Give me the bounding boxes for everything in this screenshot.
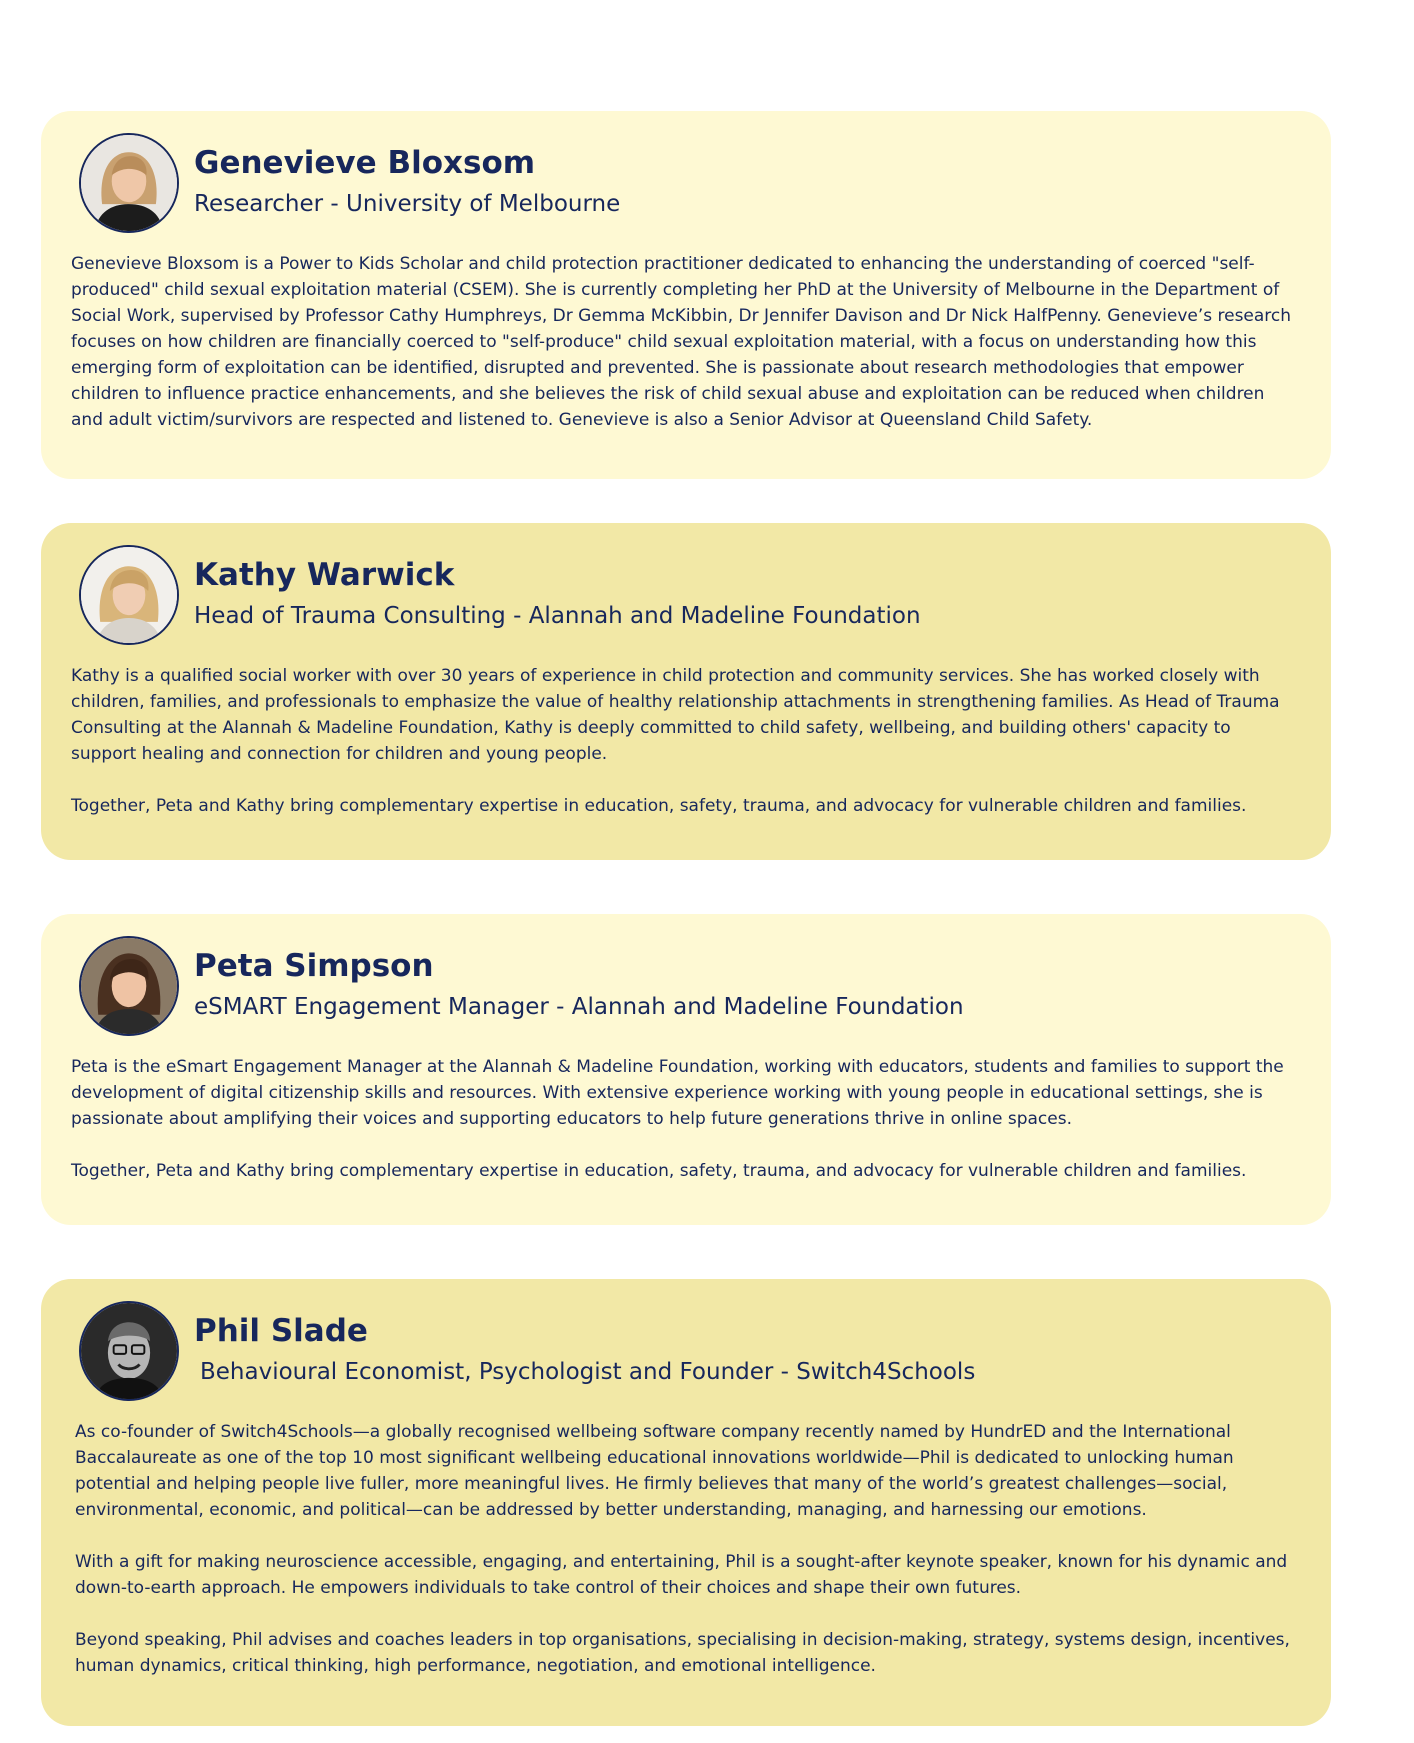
bio-paragraph: Together, Peta and Kathy bring complementary expertise in education, safety, trauma, and advocacy for vulnerable children and families. — [71, 1161, 1247, 1181]
profile-name: Genevieve Bloxsom — [194, 145, 536, 181]
profile-card-phil-slade — [41, 1279, 1331, 1726]
profile-name: Phil Slade — [194, 1313, 368, 1349]
profile-role: eSMART Engagement Manager - Alannah and Madeline Foundation — [194, 994, 964, 1020]
bio-paragraph: Genevieve Bloxsom is a Power to Kids Scholar and child protection practitioner dedicated to enhancing the understanding of coerced "self-produced" child sexual exploitation material (CSEM). She is currently completing her PhD at the University of Melbourne in the Department of Social Work, supervised by Professor Cathy Humphreys, Dr Gemma McKibbin, Dr Jennifer Davison and Dr Nick HalfPenny. Genevieve’s research focuses on how children are financially coerced to "self-produce" child sexual exploitation material, with a focus on understanding how this emerging form of exploitation can be identified, disrupted and prevented. She is passionate about research methodologies that empower children to influence practice enhancements, and she believes the risk of child sexual abuse and exploitation can be reduced when children and adult victim/survivors are respected and listened to. Genevieve is also a Senior Advisor at Queensland Child Safety. — [71, 254, 1292, 430]
person-photo-icon — [81, 938, 177, 1034]
person-photo-icon — [81, 135, 177, 231]
profile-bio — [71, 1054, 1296, 1184]
bio-paragraph: Together, Peta and Kathy bring complementary expertise in education, safety, trauma, and advocacy for vulnerable children and families. — [71, 796, 1247, 816]
profile-role: Behavioural Economist, Psychologist and Founder - Switch4Schools — [200, 1359, 976, 1385]
bio-paragraph: With a gift for making neuroscience accessible, engaging, and entertaining, Phil is a sought-after keynote speaker, known for his dynamic and down-to-earth approach. He empowers individuals to take control of their choices and shape their own futures. — [75, 1552, 1288, 1598]
bio-paragraph: As co-founder of Switch4Schools—a globally recognised wellbeing software company recently named by HundrED and the International Baccalaureate as one of the top 10 most significant wellbeing educational innovations worldwide—Phil is dedicated to unlocking human potential and helping people live fuller, more meaningful lives. He firmly believes that many of the world’s greatest challenges—social, environmental, economic, and political—can be addressed by better understanding, managing, and harnessing our emotions. — [75, 1422, 1234, 1520]
bio-paragraph: Kathy is a qualified social worker with over 30 years of experience in child protection and community services. She has worked closely with children, families, and professionals to emphasize the value of healthy relationship attachments in strengthening families. As Head of Trauma Consulting at the Alannah & Madeline Foundation, Kathy is deeply committed to child safety, wellbeing, and building others' capacity to support healing and connection for children and young people. — [71, 666, 1280, 764]
person-photo-icon — [81, 1303, 177, 1399]
profile-role: Head of Trauma Consulting - Alannah and Madeline Foundation — [194, 603, 921, 629]
profile-bio — [71, 663, 1296, 819]
avatar-peta-simpson — [79, 936, 179, 1036]
profile-name: Peta Simpson — [194, 948, 434, 984]
avatar-kathy-warwick — [79, 545, 179, 645]
profile-card-kathy-warwick — [41, 523, 1331, 860]
bio-paragraph: Peta is the eSmart Engagement Manager at the Alannah & Madeline Foundation, working with educators, students and families to support the development of digital citizenship skills and resources. With extensive experience working with young people in educational settings, she is passionate about amplifying their voices and supporting educators to help future generations thrive in online spaces. — [71, 1057, 1284, 1129]
person-photo-icon — [81, 547, 177, 643]
avatar-genevieve-bloxsom — [79, 133, 179, 233]
profile-name: Kathy Warwick — [194, 557, 455, 593]
profile-card-genevieve-bloxsom — [41, 111, 1331, 479]
bio-paragraph: Beyond speaking, Phil advises and coaches leaders in top organisations, specialising in decision-making, strategy, systems design, incentives, human dynamics, critical thinking, high performance, negotiation, and emotional intelligence. — [75, 1630, 1290, 1676]
profile-bio — [75, 1419, 1300, 1679]
profile-role: Researcher - University of Melbourne — [194, 191, 621, 217]
avatar-phil-slade — [79, 1301, 179, 1401]
profile-card-peta-simpson — [41, 914, 1331, 1225]
profile-bio — [71, 251, 1296, 433]
